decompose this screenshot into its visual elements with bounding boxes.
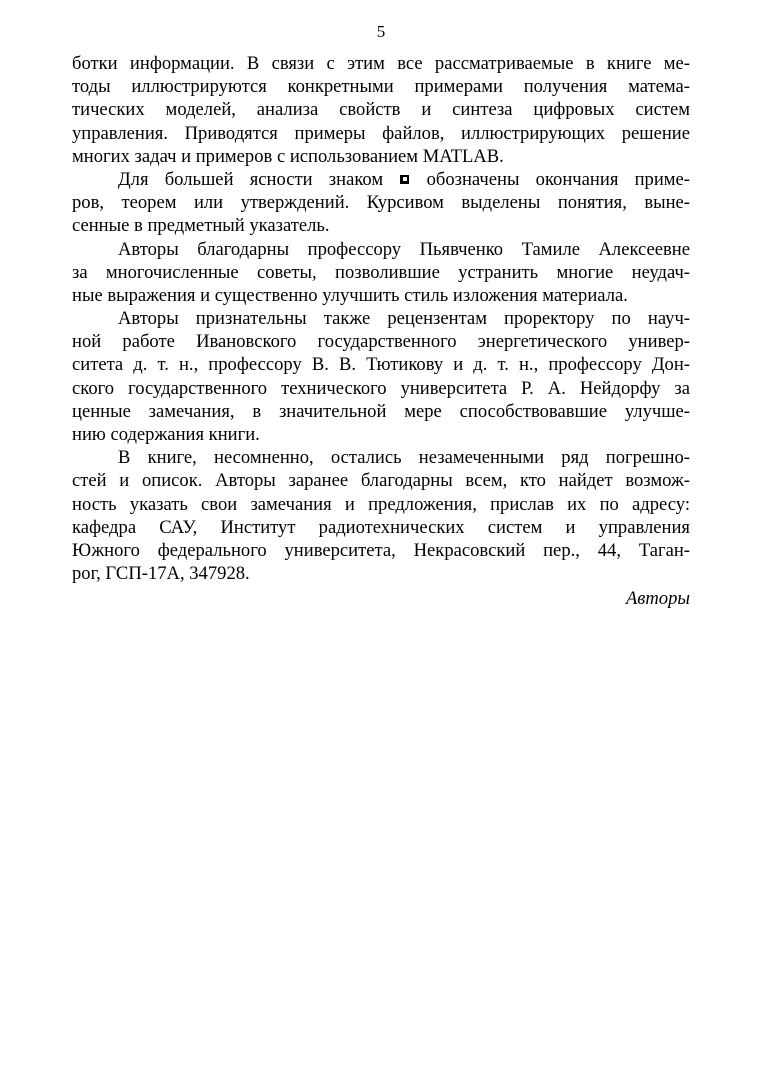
end-of-example-marker-icon [400,175,409,184]
text-line: ной работе Ивановского государственного энергетического универ- [72,331,690,353]
text-fragment: Для большей ясности знаком [118,168,384,190]
text-fragment: обозначены окончания приме- [426,168,690,190]
text-line: нию содержания книги. [72,424,260,445]
paragraph-1 [72,52,690,168]
text-line: ценные замечания, в значительной мере способствовавшие улучше- [72,400,690,422]
text-line: ность указать свои замечания и предложения, прислав их по адресу: [72,493,690,515]
text-line: Авторы признательны также рецензентам проректору по науч- [118,308,690,330]
text-line: за многочисленные советы, позволившие устранить многие неудач- [72,261,690,283]
text-line: многих задач и примеров с использованием MATLAB. [72,145,504,167]
text-line: рог, ГСП-17А, 347928. [72,563,250,585]
text-line: тоды иллюстрируются конкретными примерами получения матема- [72,76,690,98]
text-line: Южного федерального университета, Некрасовский пер., 44, Таган- [72,539,690,561]
signature-authors: Авторы [625,588,690,610]
text-line: ров, теорем или утверждений. Курсивом выделены понятия, выне- [72,192,690,214]
document-page [72,20,690,611]
text-line: ные выражения и существенно улучшить стиль изложения материала. [72,284,628,306]
paragraph-4 [72,307,690,446]
text-line: кафедра САУ, Институт радиотехнических систем и управления [72,516,690,538]
text-line: управления. Приводятся примеры файлов, иллюстрирующих решение [72,122,690,144]
text-line: Авторы благодарны профессору Пьявченко Тамиле Алексеевне [118,238,690,260]
text-line: тических моделей, анализа свойств и синтеза цифровых систем [72,99,690,121]
text-line: ботки информации. В связи с этим все рассматриваемые в книге ме- [72,53,690,74]
text-line: ского государственного технического университета Р. А. Нейдорфу за [72,377,690,399]
page-number: 5 [376,22,386,41]
paragraph-5 [72,446,690,585]
paragraph-3 [72,238,690,308]
text-line-with-marker [72,168,690,191]
text-line: ситета д. т. н., профессору В. В. Тютикову и д. т. н., профессору Дон- [72,354,690,376]
paragraph-2 [72,168,690,238]
text-line: сенные в предметный указатель. [72,215,330,237]
text-line: стей и описок. Авторы заранее благодарны всем, кто найдет возмож- [72,470,690,492]
text-line: В книге, несомненно, остались незамеченными ряд погрешно- [118,447,690,469]
